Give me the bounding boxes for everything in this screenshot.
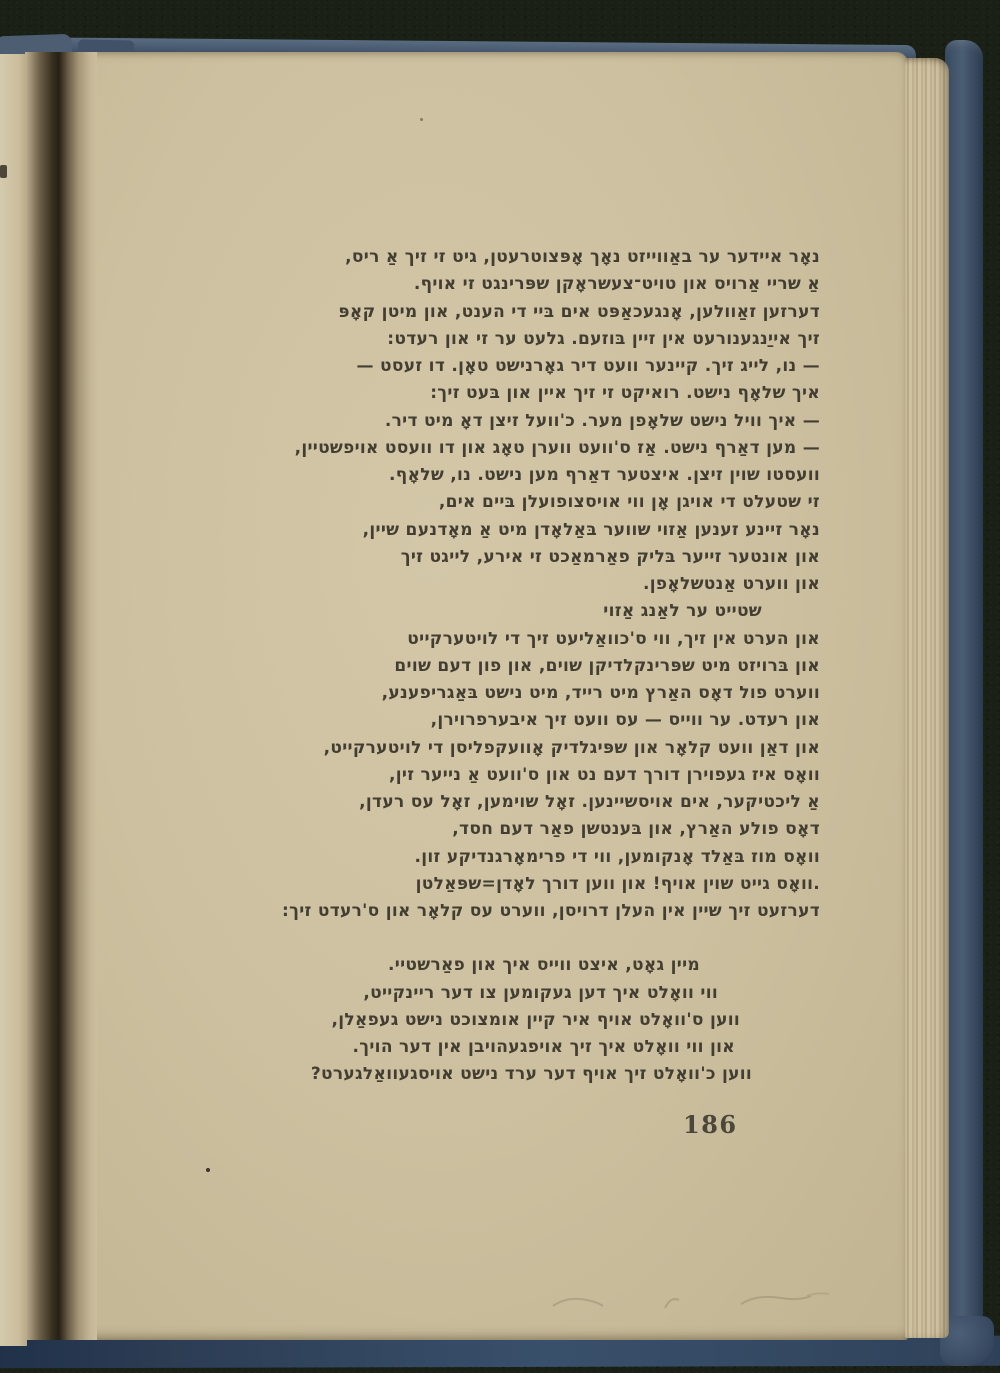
stanza-line: ווען כ'וואָלט זיך אויף דער ערד נישט אויסגעוואַלגערט? [310, 1064, 752, 1085]
page-number: 186 [683, 1110, 738, 1139]
poem-line: דערזעט זיך שיין אין העלן דרויסן, ווערט עס קלאָר און ס'רעדט זיך: [282, 901, 820, 921]
ink-blemish [0, 165, 7, 178]
stanza-line: ווען ס'וואָלט אויף איר קיין אומצוכט נישט געפאַלן, [331, 1009, 740, 1030]
pencil-scribble [545, 1282, 845, 1320]
poem-line: — נו, לייג זיך. קיינער וועט דיר גאָרנישט טאָן. דו זעסט — [356, 356, 820, 376]
poem-line: און אונטער זייער בּליק פאַרמאַכט זי אירע, לייגט זיך [400, 546, 820, 567]
poem-line: ווערט פול דאָס האַרץ מיט רייד, מיט נישט בּאַגריפענע, [381, 683, 820, 703]
poem-line: וואָס איז געפוירן דורך דעם נט און ס'וועט אַ נייער זין, [389, 764, 820, 785]
poem-text [108, 244, 820, 1089]
poem-line: און דאַן וועט קלאָר און שפּיגלדיק אָוועקפליסן די לויטערקייט, [323, 737, 820, 758]
poem-line: און רעדט. ער ווייס — עס וועט זיך איבערפרוירן, [430, 710, 820, 731]
stanza-line: און ווי וואָלט איך זיך אויפגעהויבן אין דער הויך. [352, 1037, 735, 1057]
poem-line: דאָס פולע האַרץ, און בּענטשן פאַר דעם חסד, [452, 819, 820, 840]
paper-speck [206, 1168, 210, 1172]
book-cover-bottom-edge [0, 1336, 1000, 1369]
poem-line: — מען דאַרף נישט. אַז ס'וועט ווערן טאָג און דו וועסט אויפשטיין, [294, 437, 820, 458]
poem-line: נאָר איידער ער באַווייזט נאָך אָפּצוטרעטן, גיט זי זיך אַ ריס, [345, 247, 820, 267]
poem-line: און ווערט אַנטשלאָפן. [642, 574, 820, 594]
poem-line: וועסטו שוין זיצן. איצטער דאַרף מען נישט. נו, שלאָף. [389, 465, 820, 485]
poem-line: אַ ליכטיקער, אים אויסשיינען. זאָל שוימען, זאָל עס רעדן, [359, 792, 820, 812]
stanza-line: מיין גאָט, איצט ווייס איך און פאַרשטיי. [388, 955, 700, 976]
poem-line: איך שלאָף נישט. רואיקט זי זיך איין און בּעט זיך: [430, 383, 820, 404]
poem-line: און הערט אין זיך, ווי ס'כוואַליעט זיך די לויטערקייט [407, 628, 820, 649]
left-page-edge [0, 54, 27, 1346]
book-cover-right-edge [945, 40, 983, 1362]
poem-line: .וואָס גייט שוין אויף! און ווען דורך לאָדן=שפּאַלטן [415, 873, 820, 894]
stanza-block [108, 952, 820, 1088]
poem-line: — איך וויל נישט שלאָפן מער. כ'וועל זיצן דאָ מיט דיר. [384, 410, 820, 431]
poem-block [108, 244, 820, 925]
poem-line: און בּרויזט מיט שפּרינקלדיקן שוים, און פון דעם שוים [394, 655, 820, 676]
poem-line: נאָר זיינע זענען אַזוי שווער בּאַלאָדן מיט אַ מאָדנעם שיין, [362, 519, 820, 540]
poem-line: וואָס מוז בּאַלד אָנקומען, ווי די פרימאָרגנדיקע זון. [414, 846, 820, 867]
poem-line: זיך אייַנגענורעט אין זיין בּוזעם. גלעט ער זי און רעדט: [387, 328, 820, 349]
poem-line: שטייט ער לאַנג אַזוי [603, 601, 762, 622]
stanza-line: ווי וואָלט איך דען געקומען צו דער ריינקייט, [363, 982, 718, 1003]
fore-edge-pages [905, 58, 949, 1338]
gutter-shadow [25, 52, 97, 1340]
poem-line: זי שטעלט די אויגן אָן ווי אויסצופועלן בּיים אים, [438, 492, 820, 513]
paper-speck [420, 118, 423, 121]
poem-line: אַ שריי אַרויס און טויט־צעשראָקן שפּרינגט זי אויף. [413, 274, 820, 295]
poem-line: דערזען זאַוולען, אָנגעכאַפּט אים בּיי די הענט, און מיטן קאָפּ [338, 301, 820, 322]
